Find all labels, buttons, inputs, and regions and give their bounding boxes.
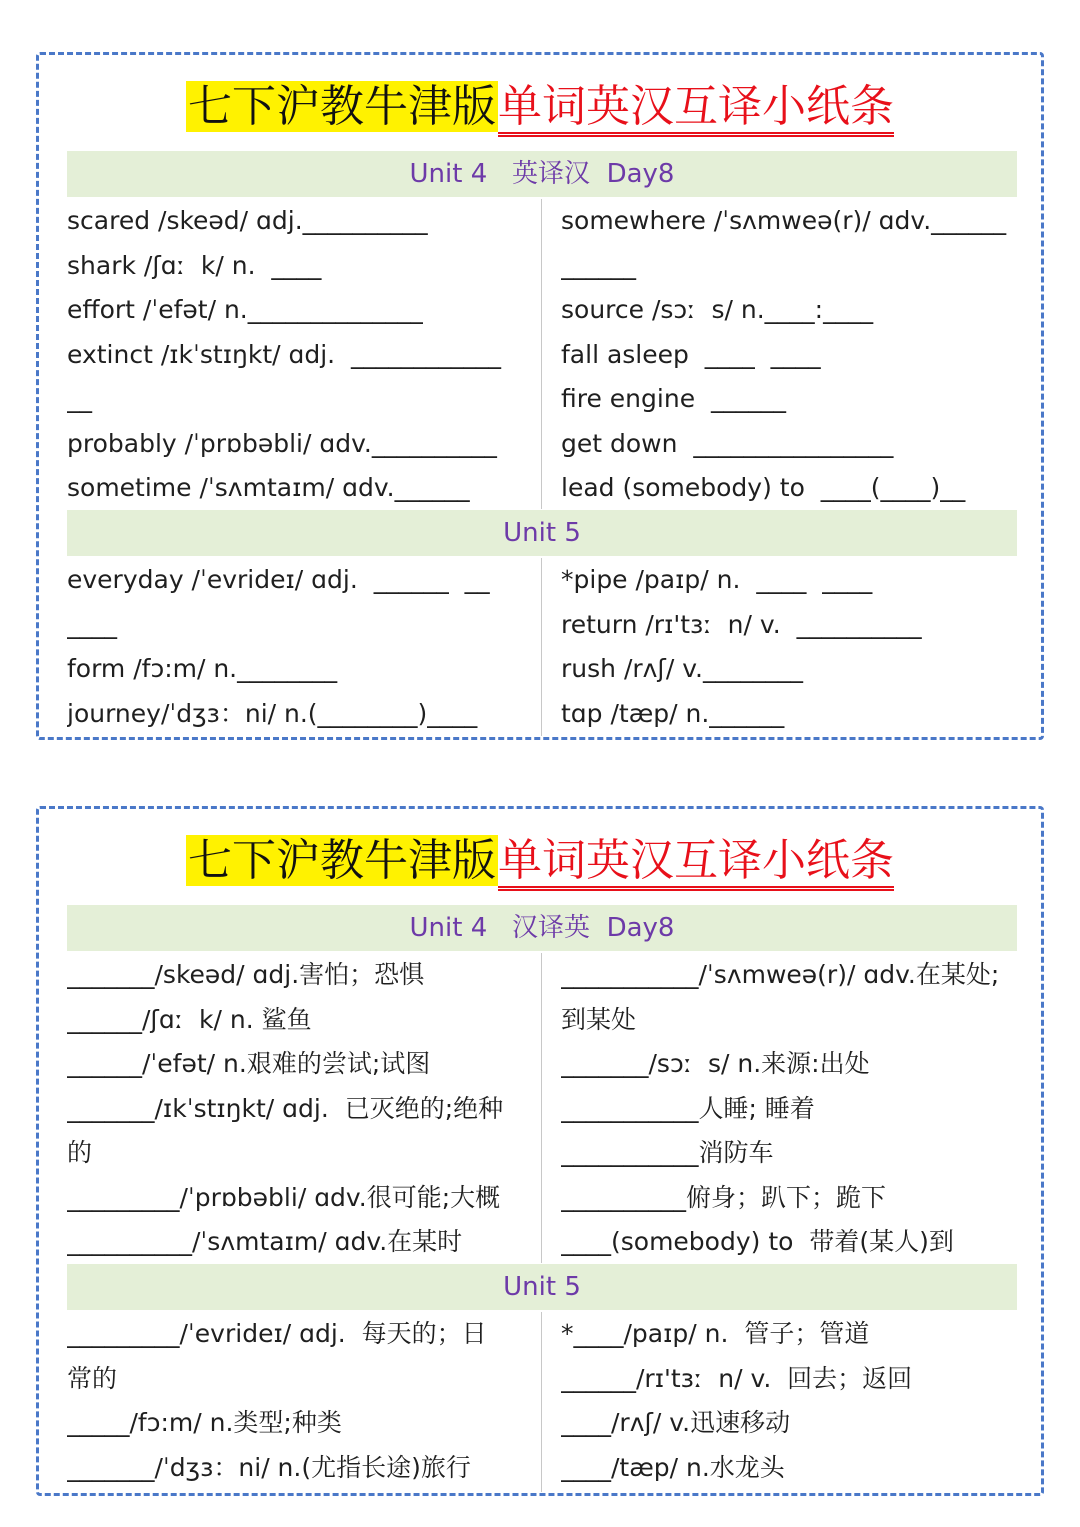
vocab-line: _________/ˈevrideɪ/ ɑdj. 每天的；日 <box>67 1319 487 1348</box>
vocab-line: _______/skeəd/ ɑdj.害怕；恐惧 <box>67 960 425 989</box>
vocab-line: _________/ˈprɒbəbli/ ɑdv.很可能;大概 <box>67 1182 501 1212</box>
vocab-line: ______/ˈefət/ n.艰难的尝试;试图 <box>67 1049 431 1078</box>
unit4-heading: Unit 4 汉译英 Day8 <box>67 905 1017 951</box>
vocab-line: ____ <box>67 609 117 639</box>
title-highlight: 七下沪教牛津版 <box>188 835 496 886</box>
unit4-right-list <box>561 199 1021 511</box>
column-divider <box>541 1312 542 1492</box>
vocab-line: scared /skeəd/ ɑdj.__________ <box>67 206 428 235</box>
unit5-heading: Unit 5 <box>67 510 1017 556</box>
vocab-line: source /sɔː s/ n.____:____ <box>561 295 874 324</box>
vocab-line: lead (somebody) to ____(____)__ <box>561 473 966 502</box>
vocab-line: everyday /ˈevrideɪ/ ɑdj. ______ __ <box>67 565 490 594</box>
vocab-line: somewhere /ˈsʌmweə(r)/ ɑdv.______ <box>561 206 1007 235</box>
vocab-line: _____/fɔ:m/ n.类型;种类 <box>67 1408 342 1437</box>
vocab-line: fall asleep ____ ____ <box>561 339 821 369</box>
unit5-right-list <box>561 1312 1021 1490</box>
vocab-line: effort /ˈefət/ n.______________ <box>67 295 423 324</box>
worksheet-card-english-to-chinese <box>36 52 1044 740</box>
vocab-line: ___________消防车 <box>561 1138 774 1167</box>
vocab-line: __________/ˈsʌmtaɪm/ ɑdv.在某时 <box>67 1227 463 1256</box>
vocab-line: form /fɔ:m/ n.________ <box>67 654 338 683</box>
vocab-line: 常的 <box>67 1363 118 1393</box>
unit4-right-list <box>561 953 1021 1265</box>
column-divider <box>541 953 542 1263</box>
unit4-left-list <box>67 199 527 511</box>
vocab-line: ______ <box>561 250 636 280</box>
title-red: 单词英汉互译小纸条 <box>498 835 894 891</box>
unit4-heading: Unit 4 英译汉 Day8 <box>67 151 1017 197</box>
unit5-left-list <box>67 1312 527 1490</box>
vocab-line: get down ________________ <box>561 428 894 458</box>
column-divider <box>541 199 542 509</box>
vocab-line: shark /ʃɑː k/ n. ____ <box>67 250 322 280</box>
vocab-line: ____(somebody) to 带着(某人)到 <box>561 1227 954 1256</box>
vocab-line: _______/ɪkˈstɪŋkt/ ɑdj. 已灭绝的;绝种 <box>67 1093 504 1123</box>
vocab-line: probably /ˈprɒbəbli/ ɑdv.__________ <box>67 428 497 458</box>
vocab-line: _______/sɔː s/ n.来源:出处 <box>561 1049 870 1078</box>
worksheet-card-chinese-to-english <box>36 806 1044 1496</box>
vocab-line: ___________人睡; 睡着 <box>561 1093 815 1123</box>
title-highlight: 七下沪教牛津版 <box>188 81 496 132</box>
vocab-line: ____/tæp/ n.水龙头 <box>561 1452 785 1482</box>
unit5-heading: Unit 5 <box>67 1264 1017 1310</box>
card-title <box>39 65 1041 149</box>
vocab-line: ______/rɪ'tɜː n/ v. 回去；返回 <box>561 1363 913 1393</box>
vocab-line: rush /rʌʃ/ v.________ <box>561 654 804 683</box>
card-title <box>39 819 1041 903</box>
vocab-line: _______/ˈdʒɜ：ni/ n.(尤指长途)旅行 <box>67 1452 471 1482</box>
vocab-line: fire engine ______ <box>561 384 786 413</box>
vocab-line: sometime /ˈsʌmtaɪm/ ɑdv.______ <box>67 473 470 502</box>
vocab-line: *____/paɪp/ n. 管子；管道 <box>561 1319 870 1348</box>
vocab-line: __ <box>67 384 92 413</box>
vocab-line: return /rɪ'tɜː n/ v. __________ <box>561 609 922 639</box>
vocab-line: *pipe /paɪp/ n. ____ ____ <box>561 565 873 594</box>
vocab-line: journey/ˈdʒɜ：ni/ n.(________)____ <box>67 698 478 728</box>
vocab-line: extinct /ɪkˈstɪŋkt/ ɑdj. ____________ <box>67 339 502 369</box>
column-divider <box>541 558 542 736</box>
vocab-line: ______/ʃɑː k/ n. 鲨鱼 <box>67 1004 312 1034</box>
vocab-line: ___________/ˈsʌmweə(r)/ ɑdv.在某处; <box>561 960 1000 989</box>
vocab-line: 的 <box>67 1138 93 1167</box>
vocab-line: 到某处 <box>561 1004 637 1034</box>
vocab-line: __________俯身；趴下；跪下 <box>561 1182 887 1212</box>
vocab-line: ____/rʌʃ/ v.迅速移动 <box>561 1408 791 1437</box>
title-red: 单词英汉互译小纸条 <box>498 81 894 137</box>
unit5-left-list <box>67 558 527 736</box>
vocab-line: tɑp /tæp/ n.______ <box>561 698 785 728</box>
unit5-right-list <box>561 558 1021 736</box>
unit4-left-list <box>67 953 527 1265</box>
